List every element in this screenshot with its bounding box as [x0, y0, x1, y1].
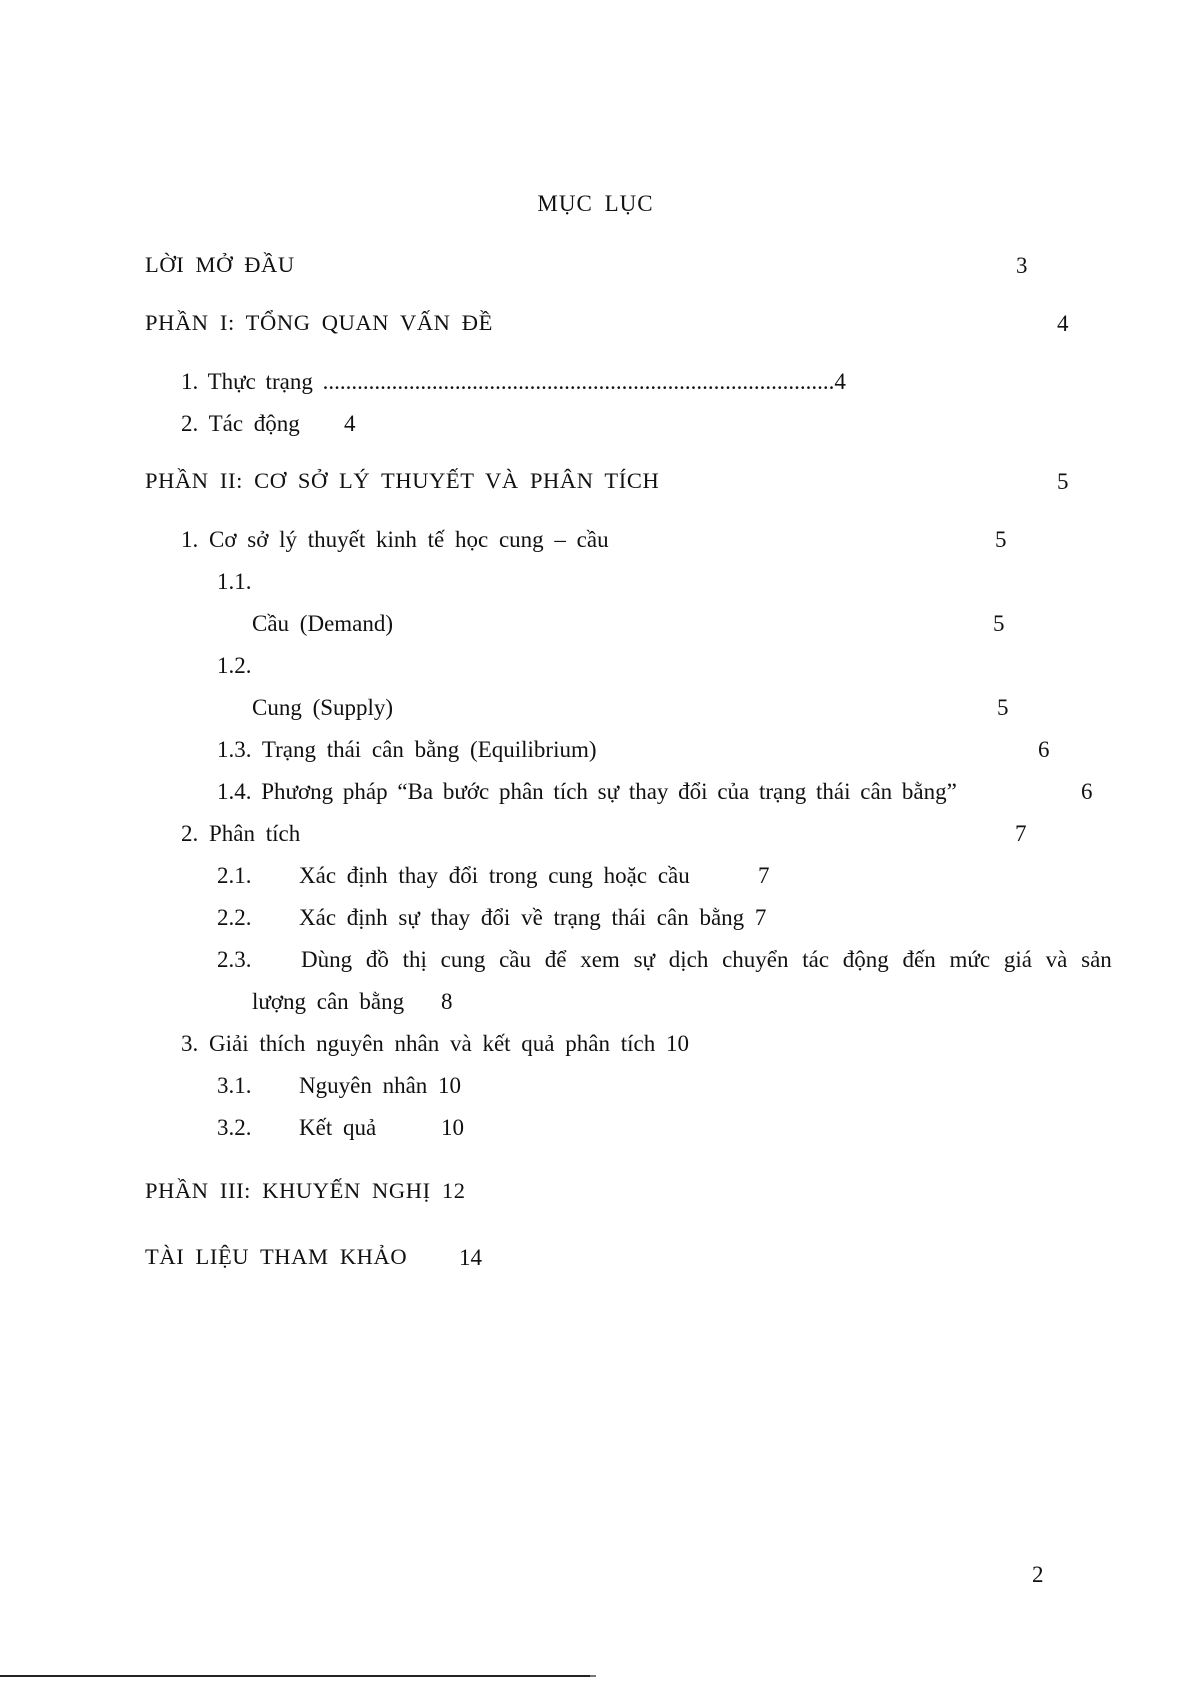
- toc-entry-2-1[interactable]: Xác định thay đổi trong cung hoặc cầu: [299, 863, 690, 888]
- toc-number-3-2: 3.2.: [217, 1115, 252, 1140]
- toc-entry-1-1[interactable]: Cầu (Demand): [252, 611, 394, 636]
- toc-entry-2-2[interactable]: Xác định sự thay đổi về trạng thái cân bằng 7: [299, 905, 767, 930]
- toc-page-tai-lieu: 14: [459, 1245, 482, 1270]
- toc-entry-phan-tich[interactable]: 2. Phân tích: [181, 821, 301, 846]
- toc-page-2-1: 7: [758, 863, 770, 888]
- toc-number-2-1: 2.1.: [217, 863, 252, 888]
- toc-entry-2-3[interactable]: Dùng đồ thị cung cầu để xem sự dịch chuyển tác động đến mức giá và sản: [301, 947, 1112, 972]
- toc-entry-3-1[interactable]: Nguyên nhân 10: [299, 1073, 462, 1098]
- toc-page-phan-1: 4: [1057, 311, 1069, 336]
- toc-page-2-3: 8: [441, 989, 453, 1014]
- toc-entry-tac-dong[interactable]: 2. Tác động: [181, 411, 300, 436]
- toc-page-1-3: 6: [1038, 737, 1050, 762]
- page-title: MỤC LỤC: [537, 191, 654, 216]
- toc-entry-1-4[interactable]: 1.4. Phương pháp “Ba bước phân tích sự thay đổi của trạng thái cân bằng”: [217, 779, 957, 804]
- toc-entry-loi-mo-dau[interactable]: LỜI MỞ ĐẦU: [145, 252, 295, 277]
- toc-entry-3-2[interactable]: Kết quả: [299, 1115, 377, 1140]
- page-number: 2: [1032, 1562, 1044, 1587]
- toc-page-1-1: 5: [993, 611, 1005, 636]
- toc-entry-1-3[interactable]: 1.3. Trạng thái cân bằng (Equilibrium): [217, 737, 597, 762]
- toc-entry-thuc-trang[interactable]: 1. Thực trạng .........................................................................................4: [181, 369, 846, 394]
- toc-entry-co-so[interactable]: 1. Cơ sở lý thuyết kinh tế học cung – cầu: [181, 527, 609, 552]
- footer-rule: [0, 1675, 590, 1677]
- toc-entry-phan-2[interactable]: PHẦN II: CƠ SỞ LÝ THUYẾT VÀ PHÂN TÍCH: [145, 468, 660, 493]
- toc-entry-giai-thich[interactable]: 3. Giải thích nguyên nhân và kết quả phân tích 10: [181, 1031, 689, 1056]
- toc-entry-tai-lieu[interactable]: TÀI LIỆU THAM KHẢO: [145, 1244, 408, 1269]
- toc-page-phan-2: 5: [1057, 469, 1069, 494]
- toc-number-3-1: 3.1.: [217, 1073, 252, 1098]
- toc-page-phan-tich: 7: [1015, 821, 1027, 846]
- toc-entry-phan-3[interactable]: PHẦN III: KHUYẾN NGHỊ 12: [145, 1178, 466, 1203]
- footer-rule-end: [590, 1675, 596, 1677]
- toc-number-1-1: 1.1.: [217, 569, 252, 594]
- toc-page-1-4: 6: [1081, 779, 1093, 804]
- toc-entry-2-3-cont: lượng cân bằng: [252, 989, 405, 1014]
- toc-page-loi-mo-dau: 3: [1016, 253, 1028, 278]
- toc-number-2-2: 2.2.: [217, 905, 252, 930]
- toc-number-1-2: 1.2.: [217, 653, 252, 678]
- toc-page-tac-dong: 4: [344, 411, 356, 436]
- toc-number-2-3: 2.3.: [217, 947, 252, 972]
- toc-entry-1-2[interactable]: Cung (Supply): [252, 695, 394, 720]
- toc-page-3-2: 10: [441, 1115, 464, 1140]
- toc-entry-phan-1[interactable]: PHẦN I: TỔNG QUAN VẤN ĐỀ: [145, 310, 493, 335]
- toc-page-1-2: 5: [997, 695, 1009, 720]
- toc-page-co-so: 5: [995, 527, 1007, 552]
